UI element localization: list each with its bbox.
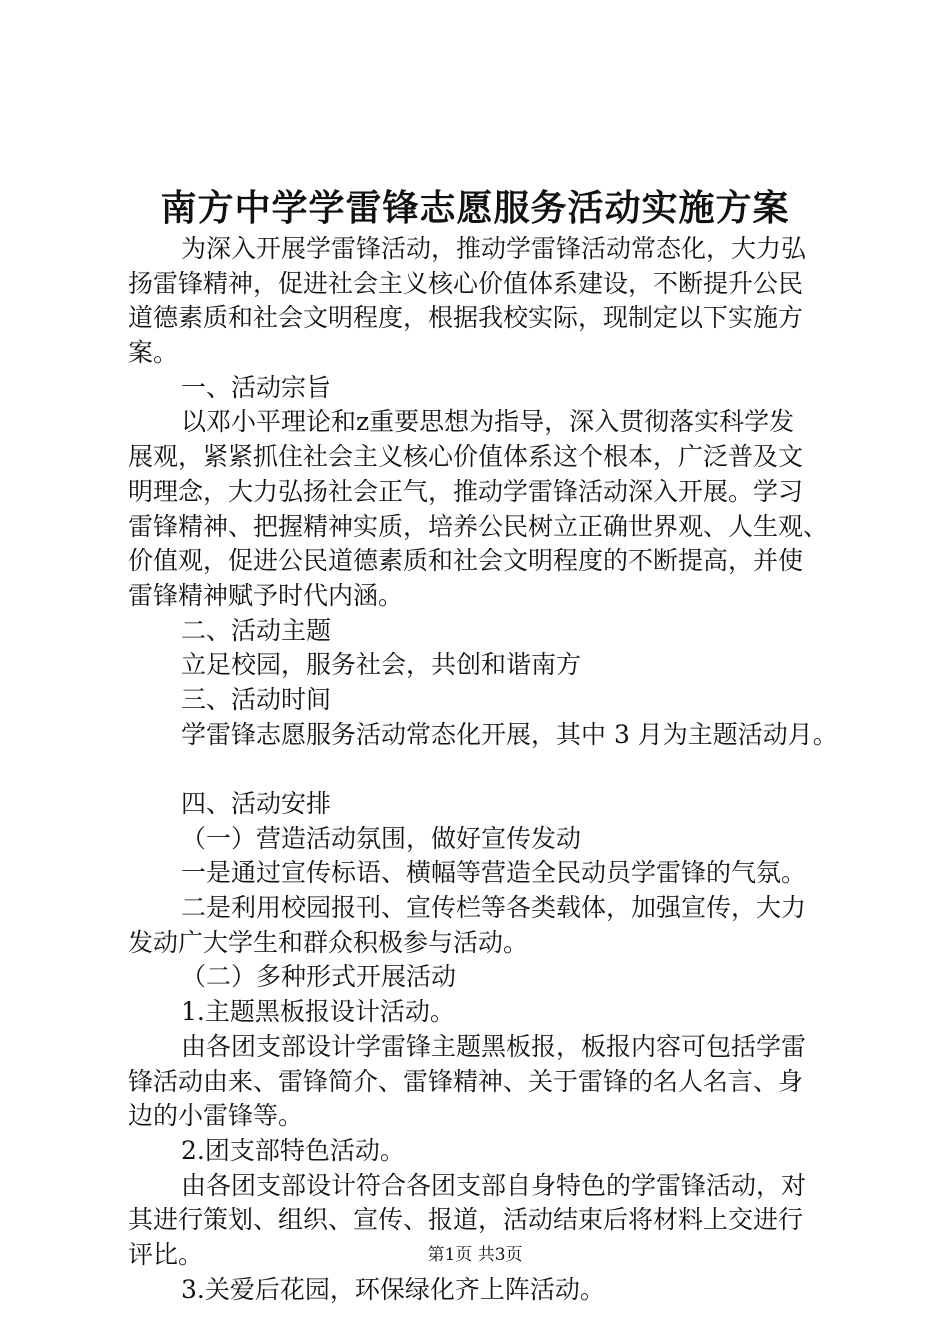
paragraph-line: 案。: [128, 338, 179, 368]
list-item-heading: 2.团支部特色活动。: [181, 1135, 405, 1165]
paragraph-line: 边的小雷锋等。: [128, 1101, 304, 1131]
paragraph-line: 由各团支部设计学雷锋主题黑板报，板报内容可包括学雷: [181, 1031, 807, 1061]
paragraph-line: 价值观，促进公民道德素质和社会文明程度的不断提高，并使: [128, 546, 804, 576]
paragraph-line: 为深入开展学雷锋活动，推动学雷锋活动常态化，大力弘: [181, 234, 807, 263]
paragraph-line: 锋活动由来、雷锋简介、雷锋精神、关于雷锋的名人名言、身: [128, 1066, 804, 1096]
blank-line: [128, 752, 838, 787]
paragraph-line: 学雷锋志愿服务活动常态化开展，其中 3 月为主题活动月。: [181, 719, 838, 749]
paragraph-line: 其进行策划、组织、宣传、报道，活动结束后将材料上交进行: [128, 1205, 804, 1235]
paragraph-line: 雷锋精神、把握精神实质，培养公民树立正确世界观、人生观、: [128, 511, 829, 541]
subsection-heading: （二）多种形式开展活动: [181, 962, 457, 992]
subsection-heading: （一）营造活动氛围，做好宣传发动: [181, 823, 582, 853]
paragraph-line: 道德素质和社会文明程度，根据我校实际，现制定以下实施方: [128, 303, 804, 333]
document-title: 南方中学学雷锋志愿服务活动实施方案: [160, 187, 790, 229]
paragraph-line: 展观，紧紧抓住社会主义核心价值体系这个根本，广泛普及文: [128, 442, 804, 472]
paragraph-line: 发动广大学生和群众积极参与活动。: [128, 927, 529, 957]
list-item-heading: 3.关爱后花园，环保绿化齐上阵活动。: [181, 1274, 605, 1304]
paragraph-line: 由各团支部设计符合各团支部自身特色的学雷锋活动，对: [181, 1170, 807, 1200]
paragraph-line: 立足校园，服务社会，共创和谐南方: [181, 650, 582, 680]
paragraph-line: 雷锋精神赋予时代内涵。: [128, 580, 404, 610]
page-footer: 第1页 共3页: [427, 1245, 523, 1265]
section-heading: 三、活动时间: [181, 684, 332, 714]
paragraph-line: 一是通过宣传标语、横幅等营造全民动员学雷锋的气氛。: [181, 858, 807, 888]
paragraph-line: 扬雷锋精神，促进社会主义核心价值体系建设，不断提升公民: [128, 268, 804, 298]
section-heading: 二、活动主题: [181, 615, 332, 645]
paragraph-line: 二是利用校园报刊、宣传栏等各类载体，加强宣传，大力: [181, 893, 807, 923]
paragraph-line: 明理念，大力弘扬社会正气，推动学雷锋活动深入开展。学习: [128, 476, 804, 506]
list-item-heading: 1.主题黑板报设计活动。: [181, 997, 455, 1027]
section-heading: 一、活动宗旨: [181, 372, 332, 402]
paragraph-line: 评比。: [128, 1239, 204, 1269]
section-heading: 四、活动安排: [181, 789, 332, 818]
document-body: [128, 232, 838, 1307]
paragraph-line: 以邓小平理论和z重要思想为指导，深入贯彻落实科学发: [181, 407, 795, 437]
